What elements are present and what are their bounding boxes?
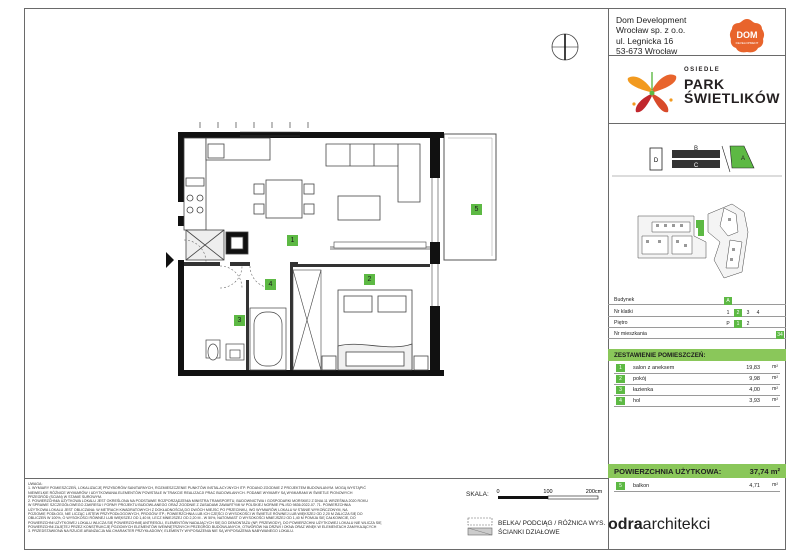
project-title-line2: ŚWIETLIKÓW xyxy=(684,90,780,106)
note-line: 2. POWIERZCHNIA UŻYTKOWA LOKALU JEST OKREŚLONA NA PODSTAWIE ROZPORZĄDZENIA MINISTRA TRANSPORTU, BUDOWNICTWA I GOSPODARKI MORSKIEJ Z DNIA 11 WRZEŚNIA 2020 ROKU xyxy=(28,499,368,504)
room-row xyxy=(614,396,780,407)
room-name: salon z aneksem xyxy=(633,365,675,371)
sheet-divider-notes xyxy=(24,478,608,479)
balcony-outline xyxy=(444,134,496,260)
room-row xyxy=(614,374,780,385)
scale-bar xyxy=(496,486,604,504)
room-area: 3,93 xyxy=(749,398,760,404)
architect-logo-bold: odra xyxy=(608,516,643,533)
north-arrow-icon xyxy=(548,30,582,64)
balcony-area: 4,71 xyxy=(749,483,760,489)
note-line: 1. WYMIARY POMIESZCZEŃ, LOKALIZACJĘ PRZYBORÓW SANITARNYCH, ROZMIESZCZENIE PUNKTÓW INSTALACYJNYCH ITP. PODANO ZGODNIE Z PROJEKTEM BUDOWLANYM. MOGĄ WYSTĄPIĆ xyxy=(28,486,366,491)
dom-logo-sub: DEVELOPMENT xyxy=(735,41,759,45)
developer-company: Wrocław sp. z o.o. xyxy=(616,25,686,36)
info-row-budynek xyxy=(608,296,786,305)
note-line: NIEWIELKIE RÓŻNICE WYMIARÓW I UDYTKOWANIA ELEMENTÓW POWSTAŁE W TRAKCIE REALIZACJI PRAC BUDOWLANYCH. PODANE WYMIARY SĄ WYMIARAMI W ŚWIETLE PIONOWYCH xyxy=(28,490,353,495)
budynek-value: A xyxy=(724,297,732,305)
mieszkanie-label: Nr mieszkania xyxy=(614,331,647,337)
usable-area-value: 37,74 m² xyxy=(749,467,780,476)
klatka-option-3: 3 xyxy=(746,310,750,316)
room-name: łazienka xyxy=(633,387,654,393)
architect-logo xyxy=(608,516,710,534)
project-title-line1: PARK xyxy=(684,76,725,92)
scale-tick-100: 100 xyxy=(543,489,553,495)
note-line: POZIOMIE PODŁOGI, NIE LICZĄC LISTEW PRZYPODŁOGOWYCH, PROGÓW ITP.; POWIERZCHNIA LUB ICH CZĘŚCI O WYSOKOŚCI W ŚWIETLE RÓWNEJ LUB WIĘKSZEJ OD 2,20 M ZALICZA SIĘ DO xyxy=(28,512,363,517)
building-a-label: A xyxy=(740,156,746,162)
pietro-label: Piętro xyxy=(614,320,628,326)
note-line: POWIERZCHNI ZAJĘTEJ PRZEZ KONSTRUKCJĘ POZIOMYCH ELEMENTÓW WEWNĘTRZNYCH PRZEGRÓD BUDOWLANYCH, OTWORÓW NA DRZWI I OKNA ORAZ WNĘK W ELEMENTACH ZAMYKAJĄCYCH xyxy=(28,524,377,529)
room-unit: m² xyxy=(772,364,778,370)
room-number: 2 xyxy=(616,375,625,383)
room-name: pokój xyxy=(633,376,647,382)
dom-logo-text: DOM xyxy=(736,30,758,40)
note-line: UŻYTKOWA LOKALU JEST OBLICZANA: W METRACH KWADRATOWYCH Z DOKŁADNOŚCIĄ DO DWÓCH MIEJSC PO PRZECINKU, WG WYMIARÓW LOKALU W STANIE WYKOŃCZONYM, NA xyxy=(28,507,348,512)
plan-tag-lazienka: 3 xyxy=(234,315,245,326)
klatka-label: Nr klatki xyxy=(614,309,633,315)
room-number: 1 xyxy=(616,364,625,372)
scale-label: SKALA: xyxy=(466,491,489,498)
info-row-mieszkanie xyxy=(608,330,786,339)
room-number: 3 xyxy=(616,386,625,394)
usable-area-label: POWIERZCHNIA UŻYTKOWA: xyxy=(614,467,722,476)
project-title xyxy=(684,77,780,105)
legend-swatches xyxy=(466,516,494,540)
balcony-unit: m² xyxy=(772,482,778,488)
plan-tag-salon: 1 xyxy=(287,235,298,246)
entrance-arrow-icon xyxy=(166,252,174,268)
room-unit: m² xyxy=(772,397,778,403)
legend-walls-label: ŚCIANKI DZIAŁOWE xyxy=(498,529,560,536)
building-c-label: C xyxy=(693,163,699,169)
bed xyxy=(322,290,428,370)
room-area: 9,98 xyxy=(749,376,760,382)
plan-tag-balkon: 5 xyxy=(471,204,482,215)
balcony-name: balkon xyxy=(633,483,650,489)
scale-tick-0: 0 xyxy=(496,489,500,495)
dom-development-logo xyxy=(728,18,766,54)
developer-name: Dom Development xyxy=(616,15,687,25)
klatka-option-4: 4 xyxy=(756,310,760,316)
balcony-number: 5 xyxy=(616,482,625,490)
floor-key-plan xyxy=(638,204,748,278)
info-row-pietro xyxy=(608,319,786,328)
tv-unit xyxy=(334,242,426,248)
building-d-label: D xyxy=(653,158,659,164)
note-line: W SPRAWIE SZCZEGÓŁOWEGO ZAKRESU I FORMY PROJEKTU BUDOWLANEGO ORAZ ZGODNIE Z ZASADAMI ZAWARTYMI W POLSKIEJ NORMIE PN-ISO 9836:2022-07. 71. POWIERZCHNIA xyxy=(28,503,351,508)
pietro-option-2: 2 xyxy=(746,321,750,327)
developer-street: ul. Legnicka 16 xyxy=(616,35,674,46)
pietro-option-p: P xyxy=(726,321,730,327)
architect-logo-regular: architekci xyxy=(642,516,711,533)
kitchen-counter xyxy=(184,138,270,260)
info-row-klatka xyxy=(608,308,786,317)
room-number: 4 xyxy=(616,397,625,405)
klatka-option-1: 1 xyxy=(726,310,730,316)
mieszkanie-value: 34 xyxy=(777,332,783,338)
room-summary-heading: ZESTAWIENIE POMIESZCZEŃ: xyxy=(608,349,786,361)
plan-notes xyxy=(28,482,458,534)
note-line: OBLICZEŃ W 100%, O WYSOKOŚCI RÓWNEJ LUB WIĘKSZEJ OD 1,40 M, LECZ MNIEJSZEJ OD 2,20 M - W 50%, NATOMIAST O WYSOKOŚCI MNIEJSZEJ OD 1,40 M POMIJA SIĘ CAŁKOWICIE, DO xyxy=(28,516,356,521)
developer-city: 53-673 Wrocław xyxy=(616,46,678,57)
room-name: hol xyxy=(633,398,641,404)
usable-area-total xyxy=(608,464,786,478)
budynek-label: Budynek xyxy=(614,297,635,303)
top-dimension-marks xyxy=(200,122,308,128)
note-line: POWIERZCHNI UŻYTKOWEJ LOKALU WLICZA SIĘ POWIERZCHNIĘ ANTRESOLI, ELEMENTÓW NADAJĄCYCH SIĘ DO DEMONTAŻU (NP. PRZEWODY), DO POWIERZCHNI UŻYTKOWEJ LOKALU NIE WLICZA SIĘ xyxy=(28,520,382,525)
scale-tick-200: 200cm xyxy=(585,489,603,495)
note-line: UWAGA: xyxy=(28,482,43,486)
legend-beam-label: BELKA/ PODCIĄG / RÓŻNICA WYS. xyxy=(498,520,606,527)
room-area: 19,83 xyxy=(746,365,760,371)
project-label-small: OSIEDLE xyxy=(684,67,721,73)
klatka-option-2: 2 xyxy=(734,309,742,317)
plan-tag-pokoj: 2 xyxy=(364,274,375,285)
room-row xyxy=(614,385,780,396)
room-unit: m² xyxy=(772,386,778,392)
developer-address xyxy=(616,15,686,57)
wardrobe xyxy=(293,270,321,370)
note-line: 3. PRZEDSTAWIONA NA RZUCIE ARANŻACJA MA CHARAKTER PRZYKŁADOWY, ELEMENTY WYPOSAŻENIA NIE SĄ WYPOSAŻENIA NABYWANEGO LOKALU. xyxy=(28,529,294,534)
apartment-floor-plan xyxy=(150,120,510,382)
dining-table xyxy=(254,180,314,218)
pietro-option-1: 1 xyxy=(734,320,742,328)
plan-tag-hol: 4 xyxy=(265,279,276,290)
park-swietlikow-logo-icon xyxy=(624,64,680,118)
balcony-row xyxy=(614,481,780,492)
room-area: 4,00 xyxy=(749,387,760,393)
current-apartment-highlight xyxy=(696,220,704,228)
room-row xyxy=(614,363,780,374)
note-line: PRZEGRÓD (SCIAN) W STANIE SUROWYM. xyxy=(28,494,103,499)
building-b-label: B xyxy=(693,146,699,152)
room-unit: m² xyxy=(772,375,778,381)
site-key-plan xyxy=(612,132,782,290)
sofa xyxy=(326,144,420,220)
